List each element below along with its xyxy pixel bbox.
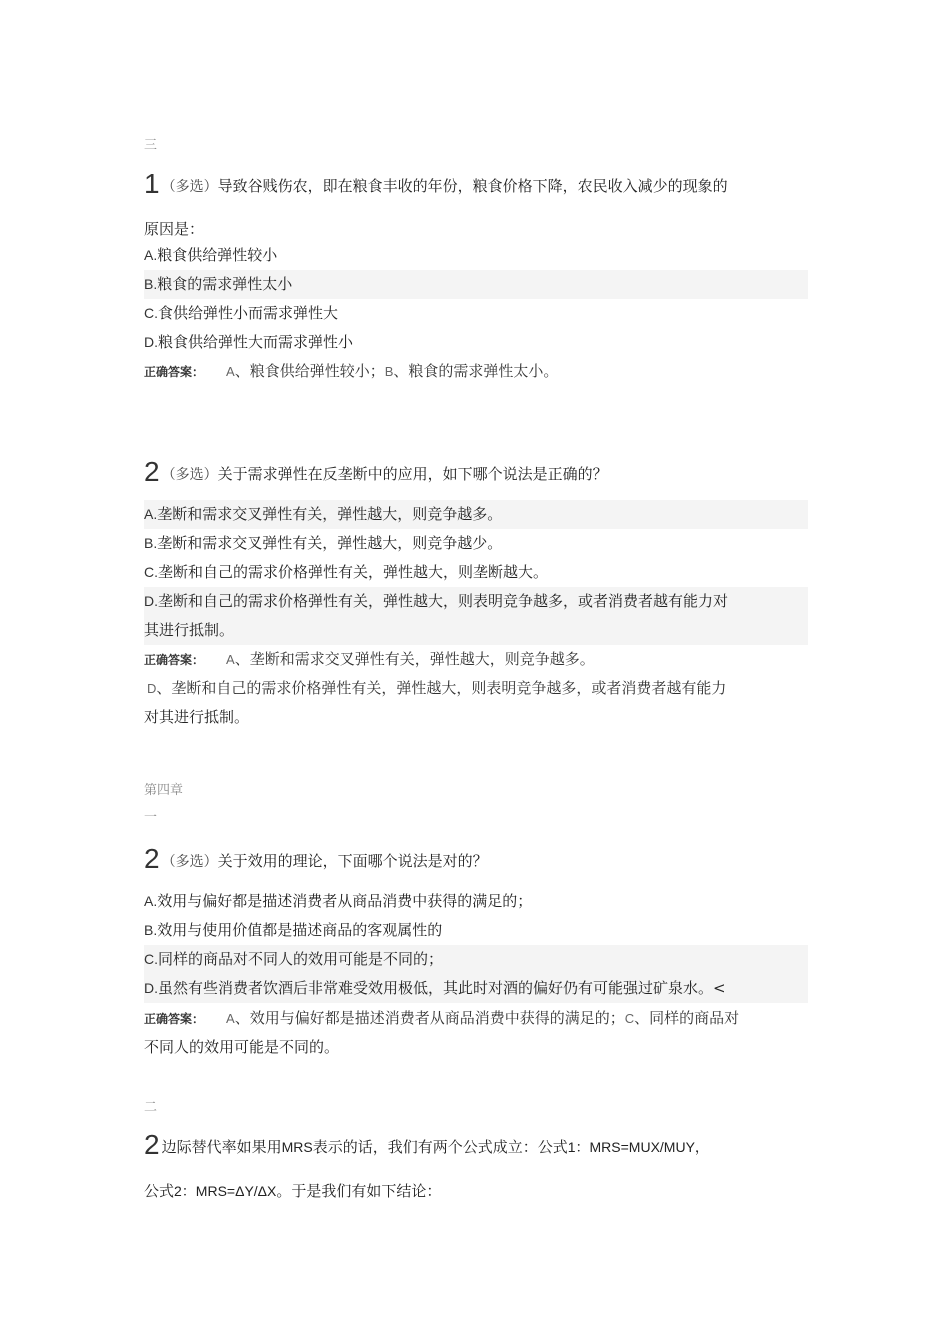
chapter-title: 第四章 [144, 783, 184, 798]
question-2-option-a[interactable]: A.垄断和需求交叉弹性有关，弹性越大，则竞争越多。 [144, 500, 808, 529]
question-2-stem [144, 458, 608, 489]
question-1-option-a[interactable]: A.粮食供给弹性较小 [144, 246, 278, 264]
question-stem: 关于需求弹性在反垄断中的应用，如下哪个说法是正确的？ [217, 465, 608, 483]
question-2-option-d[interactable]: D.垄断和自己的需求价格弹性有关，弹性越大，则表明竞争越多，或者消费者越有能力对 其进行抵制。 [144, 587, 808, 645]
question-3-option-c[interactable]: C.同样的商品对不同人的效用可能是不同的； [144, 945, 808, 974]
section-mark: 三 [144, 138, 158, 153]
question-3-answer: 正确答案： A、效用与偏好都是描述消费者从商品消费中获得的满足的；C、同样的商品对 [144, 1009, 740, 1027]
question-2-option-c[interactable]: C.垄断和自己的需求价格弹性有关，弹性越大，则垄断越大。 [144, 563, 549, 581]
question-3-answer-line2: 不同人的效用可能是不同的。 [144, 1038, 340, 1056]
question-1-stem [144, 170, 728, 201]
question-3-option-d[interactable]: D.虽然有些消费者饮酒后非常难受效用极低，其此时对酒的偏好仍有可能强过矿泉水。< [144, 974, 808, 1003]
question-stem: 导致谷贱伤农，即在粮食丰收的年份，粮食价格下降，农民收入减少的现象的 [217, 177, 728, 195]
question-number: 2 [144, 843, 160, 874]
question-4-stem: 2 边际替代率如果用MRS表示的话，我们有两个公式成立：公式1：MRS=MUX/MUY， [144, 1129, 709, 1160]
question-number: 1 [144, 168, 160, 199]
question-4-stem-cont: 公式2：MRS=ΔY/ΔX。于是我们有如下结论： [144, 1182, 442, 1200]
question-2-answer-line2: D、垄断和自己的需求价格弹性有关，弹性越大，则表明竞争越多，或者消费者越有能力 [147, 679, 727, 697]
question-1-option-b[interactable]: B.粮食的需求弹性太小 [144, 270, 808, 299]
question-type: （多选） [161, 467, 218, 483]
question-1-stem-cont: 原因是： [144, 220, 205, 238]
question-number: 2 [144, 1129, 160, 1160]
question-3-option-a[interactable]: A.效用与偏好都是描述消费者从商品消费中获得的满足的； [144, 892, 533, 910]
question-number: 2 [144, 456, 160, 487]
question-3-option-b[interactable]: B.效用与使用价值都是描述商品的客观属性的 [144, 921, 443, 939]
question-2-answer-line3: 对其进行抵制。 [144, 708, 250, 726]
question-1-option-c[interactable]: C.食供给弹性小而需求弹性大 [144, 304, 339, 322]
question-2-option-b[interactable]: B.垄断和需求交叉弹性有关，弹性越大，则竞争越少。 [144, 534, 503, 552]
answer-label: 正确答案： [144, 1012, 205, 1026]
answer-label: 正确答案： [144, 653, 205, 667]
question-stem: 关于效用的理论，下面哪个说法是对的？ [217, 852, 488, 870]
question-1-answer: 正确答案： A、粮食供给弹性较小；B、粮食的需求弹性太小。 [144, 362, 559, 380]
answer-label: 正确答案： [144, 365, 205, 379]
question-1-option-d[interactable]: D.粮食供给弹性大而需求弹性小 [144, 333, 354, 351]
question-2-answer: 正确答案： A、垄断和需求交叉弹性有关，弹性越大，则竞争越多。 [144, 650, 595, 668]
section-mark: 二 [144, 1100, 158, 1115]
question-type: （多选） [161, 179, 218, 195]
question-type: （多选） [161, 854, 218, 870]
section-mark: 一 [144, 810, 158, 825]
question-3-stem [144, 845, 488, 876]
